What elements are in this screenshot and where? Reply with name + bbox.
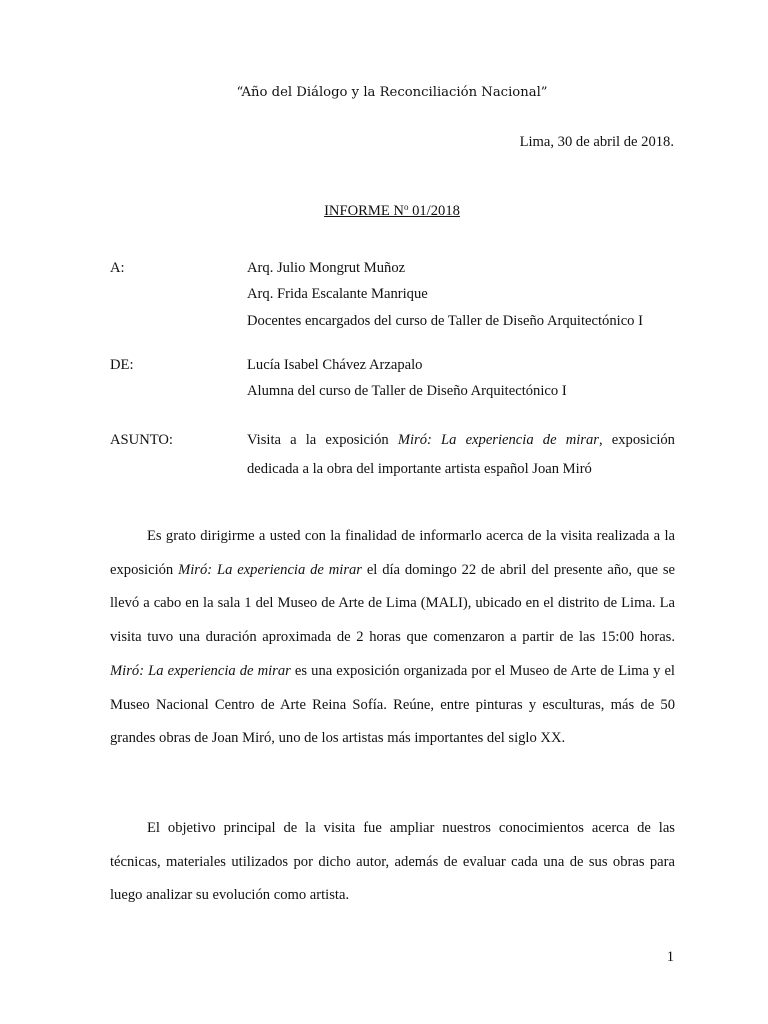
p1-text-1: Es grato dirigirme a usted con la finalidad de informarlo acerca de la visita realizada a la exposición	[110, 528, 675, 578]
a-label: A:	[110, 260, 125, 276]
p1-italic-1: Miró: La experiencia de mirar	[178, 561, 362, 578]
de-label: DE:	[110, 357, 134, 373]
body-paragraph-2: El objetivo principal de la visita fue ampliar nuestros conocimientos acerca de las técnicas, materiales utilizados por dicho autor, además de evaluar cada una de sus obras para luego analizar su evolución como artista.	[110, 820, 675, 904]
recipient-line-2: Arq. Frida Escalante Manrique	[247, 286, 428, 302]
recipient-line-1: Arq. Julio Mongrut Muñoz	[247, 260, 406, 276]
title-number: 01/2018	[408, 203, 460, 219]
report-title	[0, 202, 768, 220]
letter-date: Lima, 30 de abril de 2018.	[519, 134, 674, 150]
recipient-line-3: Docentes encargados del curso de Taller de Diseño Arquitectónico I	[247, 313, 643, 329]
asunto-text	[247, 426, 675, 484]
p1-text-2: el día domingo 22 de abril del presente año, que se llevó a cabo en la sala 1 del Museo de Arte de Lima (MALI), ubicado en el distrito de Lima. La visita tuvo una duración aproximada de 2 horas que comenzaron a partir de las 15:00 horas.	[110, 561, 675, 646]
asunto-label: ASUNTO:	[110, 432, 173, 448]
sender-line-1: Lucía Isabel Chávez Arzapalo	[247, 357, 423, 373]
p1-text-3: es una exposición organizada por el Museo de Arte de Lima y el Museo Nacional Centro de Arte Reina Sofía. Reúne, entre pinturas y esculturas, más de 50 grandes obras de Joan Miró, uno de los artistas más importantes del siglo XX.	[110, 662, 675, 747]
year-motto: “Año del Diálogo y la Reconciliación Nacional”	[236, 85, 548, 100]
asunto-exhibition-title: Miró: La experiencia de mirar	[397, 432, 599, 448]
sender-line-2: Alumna del curso de Taller de Diseño Arquitectónico I	[247, 383, 567, 399]
asunto-pre: Visita a la exposición	[247, 432, 398, 448]
page-number: 1	[666, 949, 674, 965]
body-paragraph-1	[110, 520, 675, 756]
asunto-post: , exposición dedicada a la obra del importante artista español Joan Miró	[247, 432, 675, 477]
title-prefix: INFORME N	[324, 203, 404, 219]
p1-italic-2: Miró: La experiencia de mirar	[110, 662, 291, 679]
title-superscript: o	[403, 202, 409, 212]
